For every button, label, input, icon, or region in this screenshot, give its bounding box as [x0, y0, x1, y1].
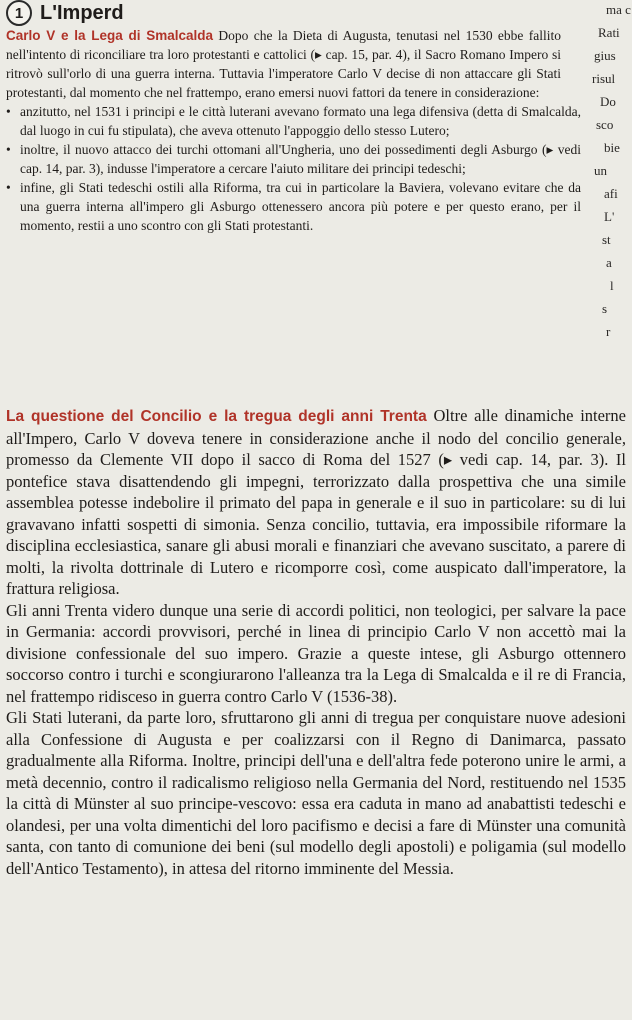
list-item: • inoltre, il nuovo attacco dei turchi ottomani all'Ungheria, uno dei possedimenti degli Asburgo (▸ vedi cap. 14, par. 3), indusse l'imperatore a cercare l'aiuto militare dei principi tedeschi;	[6, 140, 581, 178]
section-smalcalda	[6, 26, 586, 235]
margin-fragment: s	[602, 301, 608, 316]
list-item: • infine, gli Stati tedeschi ostili alla Riforma, tra cui in particolare la Baviera, volevano evitare che da una guerra interna all'impero gli Asburgo ottenessero ancora più potere e per questo erano, per il momento, restii a uno scontro con gli Stati protestanti.	[6, 178, 581, 235]
factors-list	[6, 102, 581, 235]
adjacent-page-fragments	[592, 0, 632, 339]
margin-fragment: L'	[604, 209, 615, 224]
list-item: • anzitutto, nel 1531 i principi e le città luterani avevano formato una lega difensiva (detta di Smalcalda, dal luogo in cui fu stipulata), che aveva ottenuto l'appoggio dello stesso Lutero;	[6, 102, 581, 140]
margin-fragment: sco	[596, 117, 614, 132]
margin-fragment: afi	[604, 186, 618, 201]
margin-fragment: risul	[592, 71, 616, 86]
section1-intro: Dopo che la Dieta di Augusta, tenutasi nel 1530 ebbe fallito nell'intento di riconciliare tra loro protestanti e cattolici (▸ cap. 15, par. 4), il Sacro Romano Impero si ritrovò sull'orlo di una guerra interna. Tuttavia l'imperatore Carlo V decise di non attaccare gli Stati protestanti, dal momento che nel frattempo, erano emersi nuovi fattori da tenere in considerazione:	[6, 28, 562, 100]
chapter-header	[6, 0, 124, 26]
section2-paragraph-1	[6, 405, 626, 600]
margin-fragment: l	[610, 278, 614, 293]
chapter-number-badge: 1	[6, 0, 32, 26]
margin-fragment: Rati	[598, 25, 620, 40]
section2-text-1: Oltre alle dinamiche interne all'Impero, Carlo V doveva tenere in considerazione anche il nodo del concilio generale, promesso da Clemente VII dopo il sacco di Roma del 1527 (▸ vedi cap. 14, par. 3). Il pontefice stava disattendendo gli impegni, terrorizzato dalla prospettiva che una simile assemblea potesse indebolire il primato del papa in generale e il suo in particolare: su di lui gravavano infatti sospetti di simonia. Senza concilio, tuttavia, era impossibile riformare la disciplina ecclesiastica, sanare gli abusi morali e finanziari che avevano suscitato, a parere di molti, la rivolta dottrinale di Lutero e ricomporre così, come auspicato dall'imperatore, la frattura religiosa.	[6, 406, 626, 598]
margin-fragment: r	[606, 324, 611, 339]
margin-fragment: a	[606, 255, 612, 270]
section2-heading: La questione del Concilio e la tregua degli anni Trenta	[6, 408, 427, 425]
margin-fragment: un	[594, 163, 607, 178]
margin-fragment: Do	[600, 94, 616, 109]
section2-paragraph-3: Gli Stati luterani, da parte loro, sfruttarono gli anni di tregua per conquistare nuove adesioni alla Confessione di Augusta e per coalizzarsi con il Regno di Danimarca, passato gradualmente alla Riforma. Inoltre, principi dell'una e dell'altra fede poterono unire le armi, a metà decennio, contro il radicalismo religioso nella Germania del Nord, restituendo nel 1535 la città di Münster al suo principe-vescovo: essa era caduta in mano ad anabattisti tedeschi e olandesi, per una volta dimentichi del loro pacifismo e decisi a fare di Münster una comunità santa, con tanto di comunione dei beni (sul modello degli apostoli) e poligamia (sul modello dell'Antico Testamento), in attesa del ritorno imminente del Messia.	[6, 708, 626, 878]
section2-paragraph-2: Gli anni Trenta videro dunque una serie di accordi politici, non teologici, per salvare la pace in Germania: accordi provvisori, perché in linea di principio Carlo V non accettò mai la divisione confessionale del suo impero. Grazie a queste intese, gli Asburgo ottennero soccorso contro i turchi e scongiurarono l'alleanza tra la Lega di Smalcalda e il re di Francia, nel frattempo ridisceso in guerra contro Carlo V (1536-38).	[6, 600, 626, 706]
margin-fragment: gius	[594, 48, 616, 63]
section-concilio	[6, 405, 626, 879]
section1-heading: Carlo V e la Lega di Smalcalda	[6, 28, 213, 43]
margin-fragment: ma c	[606, 2, 631, 17]
margin-fragment: st	[602, 232, 611, 247]
section1-paragraph	[6, 26, 561, 102]
margin-fragment: bie	[604, 140, 620, 155]
chapter-title: L'Imperd	[40, 1, 124, 24]
